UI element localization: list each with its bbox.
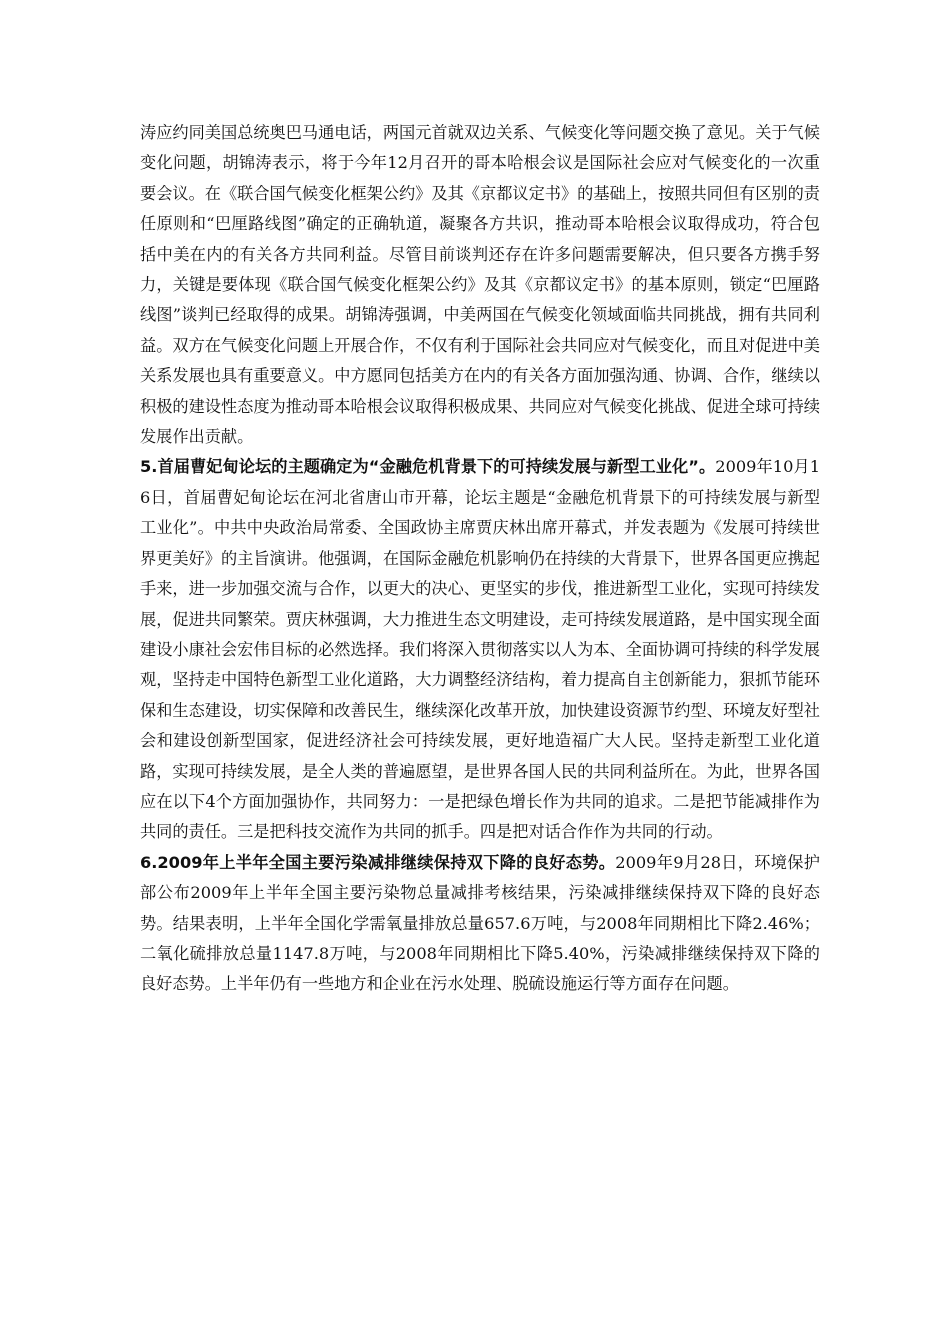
paragraph-climate-call xyxy=(140,118,820,452)
paragraph-emission-reduction xyxy=(140,848,820,1000)
paragraph-heading: 5.首届曹妃甸论坛的主题确定为“金融危机背景下的可持续发展与新型工业化”。 xyxy=(140,457,716,477)
paragraph-body: 涛应约同美国总统奥巴马通电话，两国元首就双边关系、气候变化等问题交换了意见。关于气候变化问题，胡锦涛表示，将于今年12月召开的哥本哈根会议是国际社会应对气候变化的一次重要会议。在《联合国气候变化框架公约》及其《京都议定书》的基础上，按照共同但有区别的责任原则和“巴厘路线图”确定的正确轨道，凝聚各方共识，推动哥本哈根会议取得成功，符合包括中美在内的有关各方共同利益。尽管目前谈判还存在许多问题需要解决，但只要各方携手努力，关键是要体现《联合国气候变化框架公约》及其《京都议定书》的基本原则，锁定“巴厘路线图”谈判已经取得的成果。胡锦涛强调，中美两国在气候变化领域面临共同挑战，拥有共同利益。双方在气候变化问题上开展合作，不仅有利于国际社会共同应对气候变化，而且对促进中美关系发展也具有重要意义。中方愿同包括美方在内的有关各方面加强沟通、协调、合作，继续以积极的建设性态度为推动哥本哈根会议取得积极成果、共同应对气候变化挑战、促进全球可持续发展作出贡献。 xyxy=(140,123,820,447)
paragraph-body: 2009年9月28日，环境保护部公布2009年上半年全国主要污染物总量减排考核结果，污染减排继续保持双下降的良好态势。结果表明，上半年全国化学需氧量排放总量657.6万吨，与2008年同期相比下降2.46%；二氧化硫排放总量1147.8万吨，与2008年同期相比下降5.40%，污染减排继续保持双下降的良好态势。上半年仍有一些地方和企业在污水处理、脱硫设施运行等方面存在问题。 xyxy=(140,852,820,994)
paragraph-body: 2009年10月16日，首届曹妃甸论坛在河北省唐山市开幕，论坛主题是“金融危机背景下的可持续发展与新型工业化”。中共中央政治局常委、全国政协主席贾庆林出席开幕式，并发表题为《发展可持续世界更美好》的主旨演讲。他强调，在国际金融危机影响仍在持续的大背景下，世界各国更应携起手来，进一步加强交流与合作，以更大的决心、更坚实的步伐，推进新型工业化，实现可持续发展，促进共同繁荣。贾庆林强调，大力推进生态文明建设，走可持续发展道路，是中国实现全面建设小康社会宏伟目标的必然选择。我们将深入贯彻落实以人为本、全面协调可持续的科学发展观，坚持走中国特色新型工业化道路，大力调整经济结构，着力提高自主创新能力，狠抓节能环保和生态建设，切实保障和改善民生，继续深化改革开放，加快建设资源节约型、环境友好型社会和建设创新型国家，促进经济社会可持续发展，更好地造福广大人民。坚持走新型工业化道路，实现可持续发展，是全人类的普遍愿望，是世界各国人民的共同利益所在。为此，世界各国应在以下4个方面加强协作，共同努力：一是把绿色增长作为共同的追求。二是把节能减排作为共同的责任。三是把科技交流作为共同的抓手。四是把对话合作作为共同的行动。 xyxy=(140,457,820,842)
paragraph-heading: 6.2009年上半年全国主要污染减排继续保持双下降的良好态势。 xyxy=(140,852,616,872)
paragraph-caofeidian-forum xyxy=(140,452,820,847)
document-page xyxy=(140,118,820,1000)
